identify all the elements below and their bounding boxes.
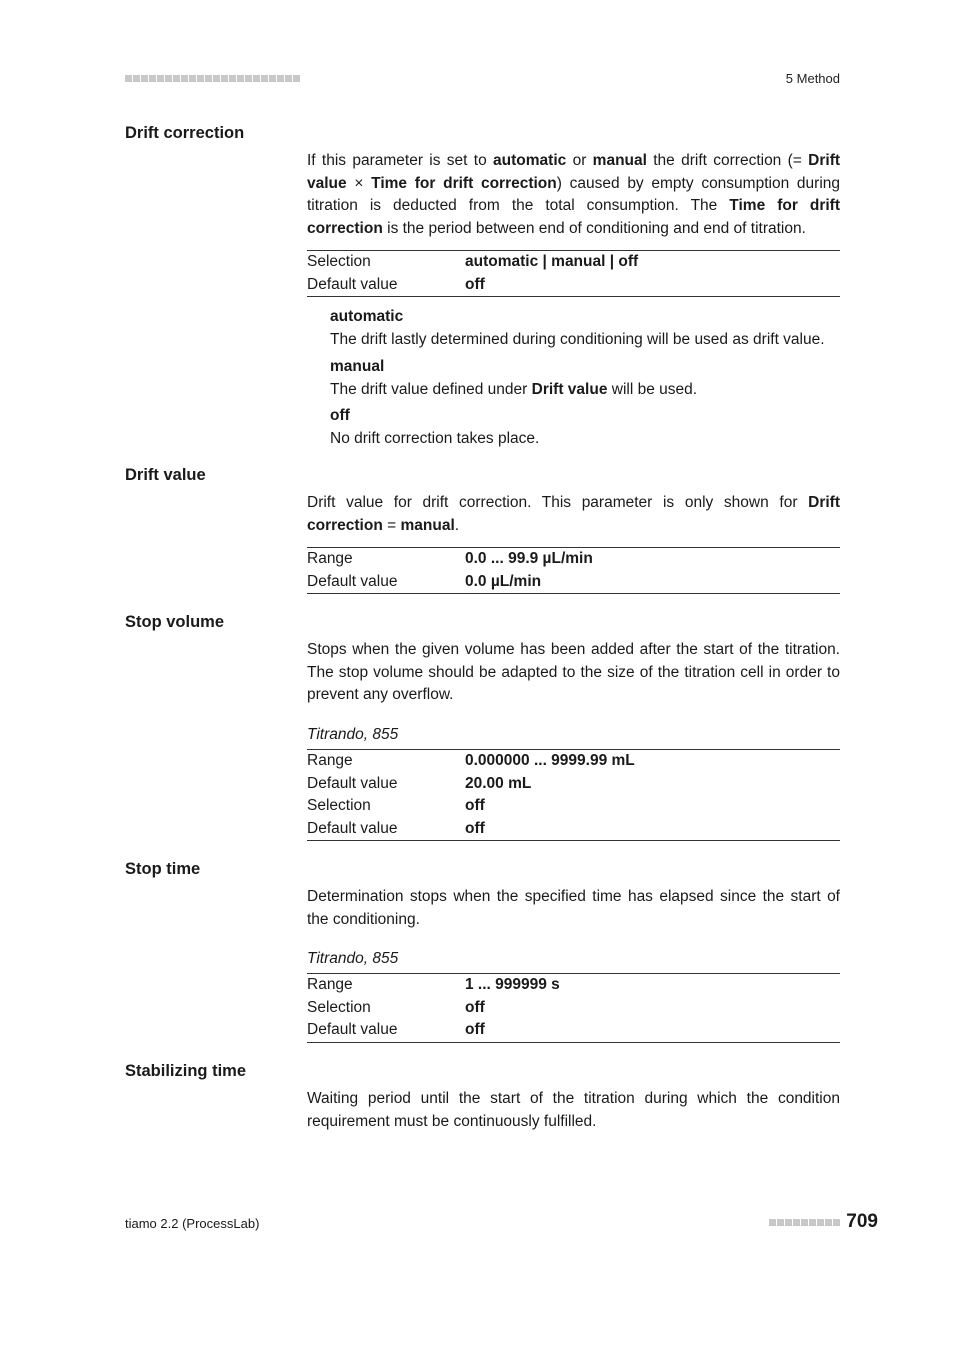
drift-value-table (307, 547, 840, 594)
drift-value-description: Drift value for drift correction. This parameter is only shown for Drift correction = manual. (307, 494, 840, 534)
drift-correction-description: If this parameter is set to automatic or manual the drift correction (= Drift value × Time for drift correction) caused by empty consumption during titration is deducted from the total consumption. The Time for drift correction is the period between end of conditioning and end of titration. (307, 152, 841, 237)
table-row: Default value 20.00 mL (307, 774, 532, 792)
section-title-stabilizing-time: Stabilizing time (125, 1062, 247, 1080)
stop-time-caption: Titrando, 855 (307, 950, 399, 967)
footer-page (769, 1211, 878, 1233)
option-automatic: automatic The drift lastly determined during conditioning will be used as drift value. (330, 308, 825, 348)
option-manual: manual The drift value defined under Drift value will be used. (330, 358, 698, 398)
table-row: Default value 0.0 µL/min (307, 572, 542, 590)
page-number: 709 (846, 1211, 878, 1232)
stop-time-description: Determination stops when the specified time has elapsed since the start of the conditioning. (307, 888, 840, 928)
section-title-stop-volume: Stop volume (125, 613, 225, 631)
stop-volume-table (307, 749, 840, 841)
table-row: Default value off (307, 275, 485, 293)
header-decoration (125, 75, 300, 82)
chapter-label: 5 Method (785, 71, 840, 86)
table-row: Range 1 ... 999999 s (307, 976, 560, 993)
table-row: Default value off (307, 1021, 485, 1038)
section-title-drift-correction: Drift correction (125, 124, 245, 142)
section-title-stop-time: Stop time (125, 860, 201, 878)
option-off: off No drift correction takes place. (330, 407, 540, 447)
footer-product: tiamo 2.2 (ProcessLab) (125, 1216, 260, 1231)
stop-volume-caption: Titrando, 855 (307, 726, 399, 743)
footer-decoration (769, 1219, 840, 1226)
table-row: Range 0.0 ... 99.9 µL/min (307, 550, 593, 567)
stop-volume-description: Stops when the given volume has been added after the start of the titration. The stop volume should be adapted to the size of the titration cell in order to prevent any overflow. (307, 641, 840, 703)
table-row: Selection off (307, 797, 485, 814)
section-title-drift-value: Drift value (125, 466, 206, 484)
table-row: Selection off (307, 998, 485, 1016)
stabilizing-time-description: Waiting period until the start of the titration during which the condition requirement must be continuously fulfilled. (307, 1090, 840, 1130)
drift-correction-table (307, 250, 840, 297)
stop-time-table (307, 973, 840, 1043)
table-row: Range 0.000000 ... 9999.99 mL (307, 752, 635, 769)
table-row: Selection automatic | manual | off (307, 253, 639, 270)
table-row: Default value off (307, 819, 485, 837)
